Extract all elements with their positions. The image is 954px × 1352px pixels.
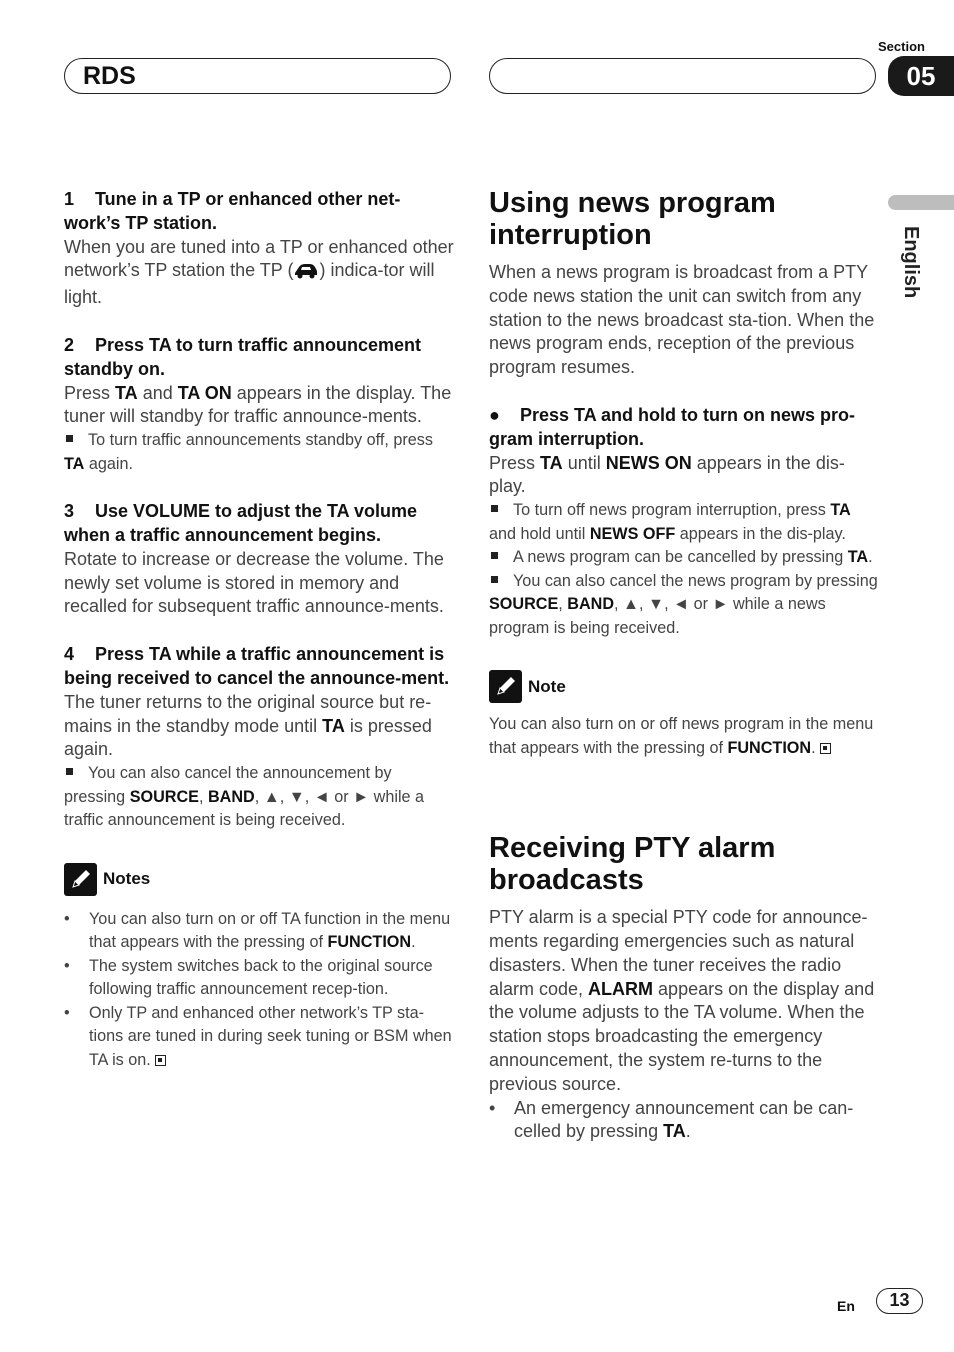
step-2-body: Press TA and TA ON appears in the display. The tuner will standby for traffic announce-ments.: [64, 382, 452, 427]
step-2-tip: To turn traffic announcements standby off, press TA again.: [64, 431, 433, 473]
page-number: 13: [876, 1288, 923, 1314]
note-header: [489, 670, 879, 703]
news-step-body: Press TA until NEWS ON appears in the dis-play.: [489, 452, 845, 497]
news-step-title: ● Press TA and hold to turn on news pro-gram interruption.: [489, 404, 856, 449]
section-label: Section: [878, 39, 925, 54]
square-bullet-icon: [491, 505, 498, 512]
step-3-body: Rotate to increase or decrease the volume. The newly set volume is stored in memory and recalled for subsequent traffic announce-ments.: [64, 548, 444, 617]
chapter-header-box: [64, 58, 451, 94]
note-item: • The system switches back to the original source following traffic announcement recep-tion.: [64, 956, 433, 999]
notes-label: Notes: [103, 869, 151, 889]
right-column: [489, 187, 879, 1144]
note-item: • Only TP and enhanced other network’s TP sta-tions are tuned in during seek tuning or BSM when TA is on.: [64, 1003, 452, 1069]
pty-heading: Receiving PTY alarm broadcasts: [489, 832, 776, 897]
pencil-note-icon: [489, 670, 522, 703]
news-heading: Using news program interruption: [489, 187, 776, 251]
end-mark-icon: [155, 1055, 166, 1066]
step-4-body: The tuner returns to the original source but re-mains in the standby mode until TA is pressed again.: [64, 691, 432, 760]
end-mark-icon: [820, 743, 831, 754]
news-tip: You can also cancel the news program by pressing SOURCE, BAND, ▲, ▼, ◄ or ► while a news program is being received.: [489, 571, 878, 637]
news-intro: When a news program is broadcast from a PTY code news station the unit can switch from any station to the news broadcast sta-tion. When the news program ends, reception of the previous program resumes.: [489, 262, 875, 378]
square-bullet-icon: [66, 768, 73, 775]
news-tip: A news program can be cancelled by pressing TA.: [489, 546, 879, 570]
pty-bullet: • An emergency announcement can be can-celled by pressing TA.: [489, 1097, 854, 1142]
left-column: [64, 188, 454, 1072]
step-4-title: 4 Press TA while a traffic announcement is being received to cancel the announce-ment.: [64, 644, 450, 688]
section-number: 05: [888, 56, 954, 96]
step-2-title: 2 Press TA to turn traffic announcement standby on.: [64, 334, 422, 379]
news-note-body: You can also turn on or off news program in the menu that appears with the pressing of FUNCTION.: [489, 715, 874, 757]
pencil-note-icon: [64, 863, 97, 896]
note-item: • You can also turn on or off TA function in the menu that appears with the pressing of FUNCTION.: [64, 909, 451, 952]
square-bullet-icon: [491, 552, 498, 559]
chapter-title: RDS: [83, 62, 136, 90]
step-1-body: When you are tuned into a TP or enhanced other network’s TP station the TP ( ) indica-tor will light.: [64, 236, 454, 308]
square-bullet-icon: [491, 576, 498, 583]
language-code: En: [837, 1298, 855, 1314]
step-4-tip: You can also cancel the announcement by pressing SOURCE, BAND, ▲, ▼, ◄ or ► while a traffic announcement is being received.: [64, 764, 425, 830]
step-1-title: 1 Tune in a TP or enhanced other net-work’s TP station.: [64, 189, 401, 233]
language-tab: [888, 195, 954, 210]
language-label: English: [900, 226, 922, 299]
news-tip: To turn off news program interruption, press TA and hold until NEWS OFF appears in the dis-play.: [489, 501, 851, 543]
note-label: Note: [528, 676, 566, 696]
empty-header-box: [489, 58, 876, 94]
step-3-title: 3 Use VOLUME to adjust the TA volume when a traffic announcement begins.: [64, 501, 418, 545]
pty-body: PTY alarm is a special PTY code for announce-ments regarding emergencies such as natural disasters. When the tuner receives the radio alarm code, ALARM appears on the display and the volume adjusts to the TA volume. When the station stops broadcasting the emergency announcement, the system re-turns to the previous source.: [489, 907, 875, 1094]
car-icon: [293, 262, 319, 286]
notes-header: [64, 863, 454, 896]
square-bullet-icon: [66, 435, 73, 442]
round-bullet-icon: ●: [489, 404, 500, 425]
